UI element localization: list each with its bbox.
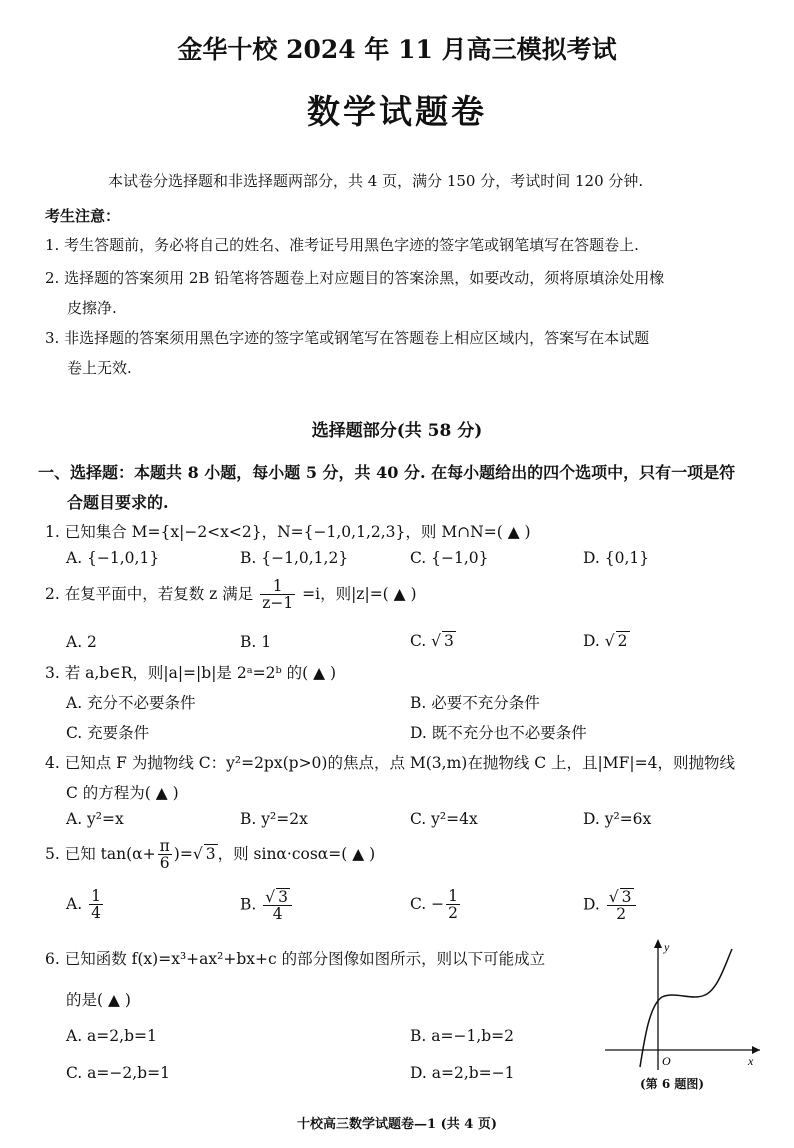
q6-option-b: B. a=−1,b=2 [410, 1027, 515, 1045]
notice-text: 非选择题的答案须用黑色字迹的签字笔或钢笔写在答题卷上相应区域内，答案写在本试题 [64, 329, 650, 347]
q2-stem-pre: 2. 在复平面中，若复数 z 满足 [45, 584, 254, 603]
q6-option-a: A. a=2,b=1 [66, 1027, 157, 1045]
x-axis-label: x [748, 1054, 754, 1068]
q2-frac-num: 1 [260, 578, 295, 595]
q5-option-d [583, 888, 638, 923]
question-6-cont: 的是( ▲ ) [66, 991, 131, 1009]
q5-a-num: 1 [91, 887, 101, 905]
q5-a-den: 4 [91, 904, 101, 923]
q5-frac-num: π [159, 837, 170, 855]
question-5: 5. 已知 tan(α+ $\frac{\pi}{6}$ )=√ 3 ，则 sinα·cosα=( ▲ ) [45, 837, 376, 873]
question-1: 1. 已知集合 M={x|−2<x<2}，N={−1,0,1,2,3}，则 M∩N=( ▲ ) [45, 523, 531, 541]
notice-text: 选择题的答案须用 2B 铅笔将答题卷上对应题目的答案涂黑，如要改动，须将原填涂处用橡 [64, 269, 665, 287]
q2-option-c: C. √ 3 [410, 632, 454, 650]
q4-option-d: D. y²=6x [583, 810, 652, 828]
q5-b-radicand: 3 [278, 888, 289, 906]
q5-c-num: 1 [448, 887, 459, 905]
q5-b-num: √ 3 [263, 888, 292, 906]
q5-option-label: D. [583, 895, 600, 914]
question-2 [45, 578, 417, 612]
notice-num: 2. [45, 269, 60, 287]
notice-item-3 [45, 327, 649, 348]
q1-option-c: C. {−1,0} [410, 549, 489, 567]
x-axis-arrow [752, 1046, 760, 1054]
origin-label: O [662, 1054, 671, 1068]
notice-num: 1. [45, 236, 60, 254]
q5-option-label: C. [410, 894, 427, 913]
exam-intro: 本试卷分选择题和非选择题两部分，共 4 页，满分 150 分，考试时间 120 分钟. [108, 172, 644, 190]
question-3: 3. 若 a,b∈R，则|a|=|b|是 2ᵃ=2ᵇ 的( ▲ ) [45, 664, 337, 682]
q3-option-a: A. 充分不必要条件 [66, 694, 196, 712]
question-4-cont: C 的方程为( ▲ ) [66, 784, 179, 802]
part-instruction: 一、选择题：本题共 8 小题，每小题 5 分，共 40 分. 在每小题给出的四个选项中，只有一项是符 [38, 463, 736, 482]
y-axis-arrow [654, 939, 662, 948]
exam-title: 金华十校 2024 年 11 月高三模拟考试 [177, 35, 617, 64]
q5-d-den: 2 [616, 905, 627, 924]
q6-function-graph [600, 935, 770, 1075]
question-4: 4. 已知点 F 为抛物线 C：y²=2px(p>0)的焦点，点 M(3,m)在抛物线 C 上，且|MF|=4，则抛物线 [45, 754, 735, 772]
cubic-curve [640, 949, 732, 1067]
figure-caption: (第 6 题图) [640, 1077, 705, 1091]
q5-option-fraction [89, 888, 103, 922]
q5-option-b [240, 888, 294, 923]
q5-option-label: A. [66, 894, 83, 913]
notice-num: 3. [45, 329, 60, 347]
q2-option-d-label: D. [583, 632, 600, 650]
page-footer: 十校高三数学试题卷—1 (共 4 页) [297, 1117, 497, 1132]
q5-c-sign: − [431, 894, 445, 913]
q6-option-c: C. a=−2,b=1 [66, 1064, 170, 1082]
notice-item-1 [45, 234, 639, 255]
q5-frac-den: 6 [159, 854, 170, 873]
notice-heading: 考生注意： [45, 207, 121, 225]
q3-option-d: D. 既不充分也不必要条件 [410, 724, 587, 742]
q5-c-den: 2 [448, 904, 459, 923]
paper-subtitle: 数学试题卷 [307, 92, 487, 131]
notice-item-2 [45, 267, 664, 288]
q5-d-num: √ 3 [607, 888, 636, 906]
q5-stem-pre: 5. 已知 tan(α+ [45, 844, 156, 863]
q2-option-c-radicand: 3 [444, 632, 454, 650]
q2-frac-den: z−1 [262, 594, 294, 613]
q5-option-label: B. [240, 895, 257, 914]
q2-option-c-label: C. [410, 632, 427, 650]
q5-option-fraction [607, 888, 636, 923]
q5-option-a [66, 888, 105, 922]
q1-option-b: B. {−1,0,1,2} [240, 549, 349, 567]
y-axis-label: y [664, 940, 670, 954]
q1-option-d: D. {0,1} [583, 549, 650, 567]
q5-stem-post: ，则 sinα·cosα=( ▲ ) [217, 844, 376, 863]
q4-option-c: C. y²=4x [410, 810, 478, 828]
q2-option-b: B. 1 [240, 633, 272, 651]
q5-radicand: 3 [205, 844, 216, 863]
q2-option-d-radicand: 2 [617, 632, 628, 650]
section-title: 选择题部分(共 58 分) [311, 421, 483, 441]
notice-item-2-cont: 皮擦净. [67, 299, 117, 317]
q5-d-radicand: 3 [621, 888, 632, 906]
q2-stem-post: =i，则|z|=( ▲ ) [302, 584, 417, 603]
q2-fraction [260, 578, 295, 612]
q5-option-fraction [446, 888, 460, 922]
q2-option-a: A. 2 [66, 633, 97, 651]
q4-option-b: B. y²=2x [240, 810, 308, 828]
q3-option-c: C. 充要条件 [66, 724, 150, 742]
q2-option-d: D. √ 2 [583, 632, 628, 650]
q6-option-d: D. a=2,b=−1 [410, 1064, 515, 1082]
q5-b-den: 4 [272, 905, 283, 924]
q3-option-b: B. 必要不充分条件 [410, 694, 540, 712]
question-6: 6. 已知函数 f(x)=x³+ax²+bx+c 的部分图像如图所示，则以下可能成立 [45, 950, 546, 968]
notice-text: 考生答题前，务必将自己的姓名、准考证号用黑色字迹的签字笔或钢笔填写在答题卷上. [64, 236, 639, 254]
q1-option-a: A. {−1,0,1} [66, 549, 160, 567]
q5-option-fraction [263, 888, 292, 923]
q5-fraction [158, 838, 172, 872]
notice-item-3-cont: 卷上无效. [67, 359, 132, 377]
q5-option-c [410, 888, 462, 922]
part-instruction-cont: 合题目要求的. [67, 493, 169, 512]
q5-stem-mid: )= [173, 844, 193, 863]
q4-option-a: A. y²=x [66, 810, 124, 828]
